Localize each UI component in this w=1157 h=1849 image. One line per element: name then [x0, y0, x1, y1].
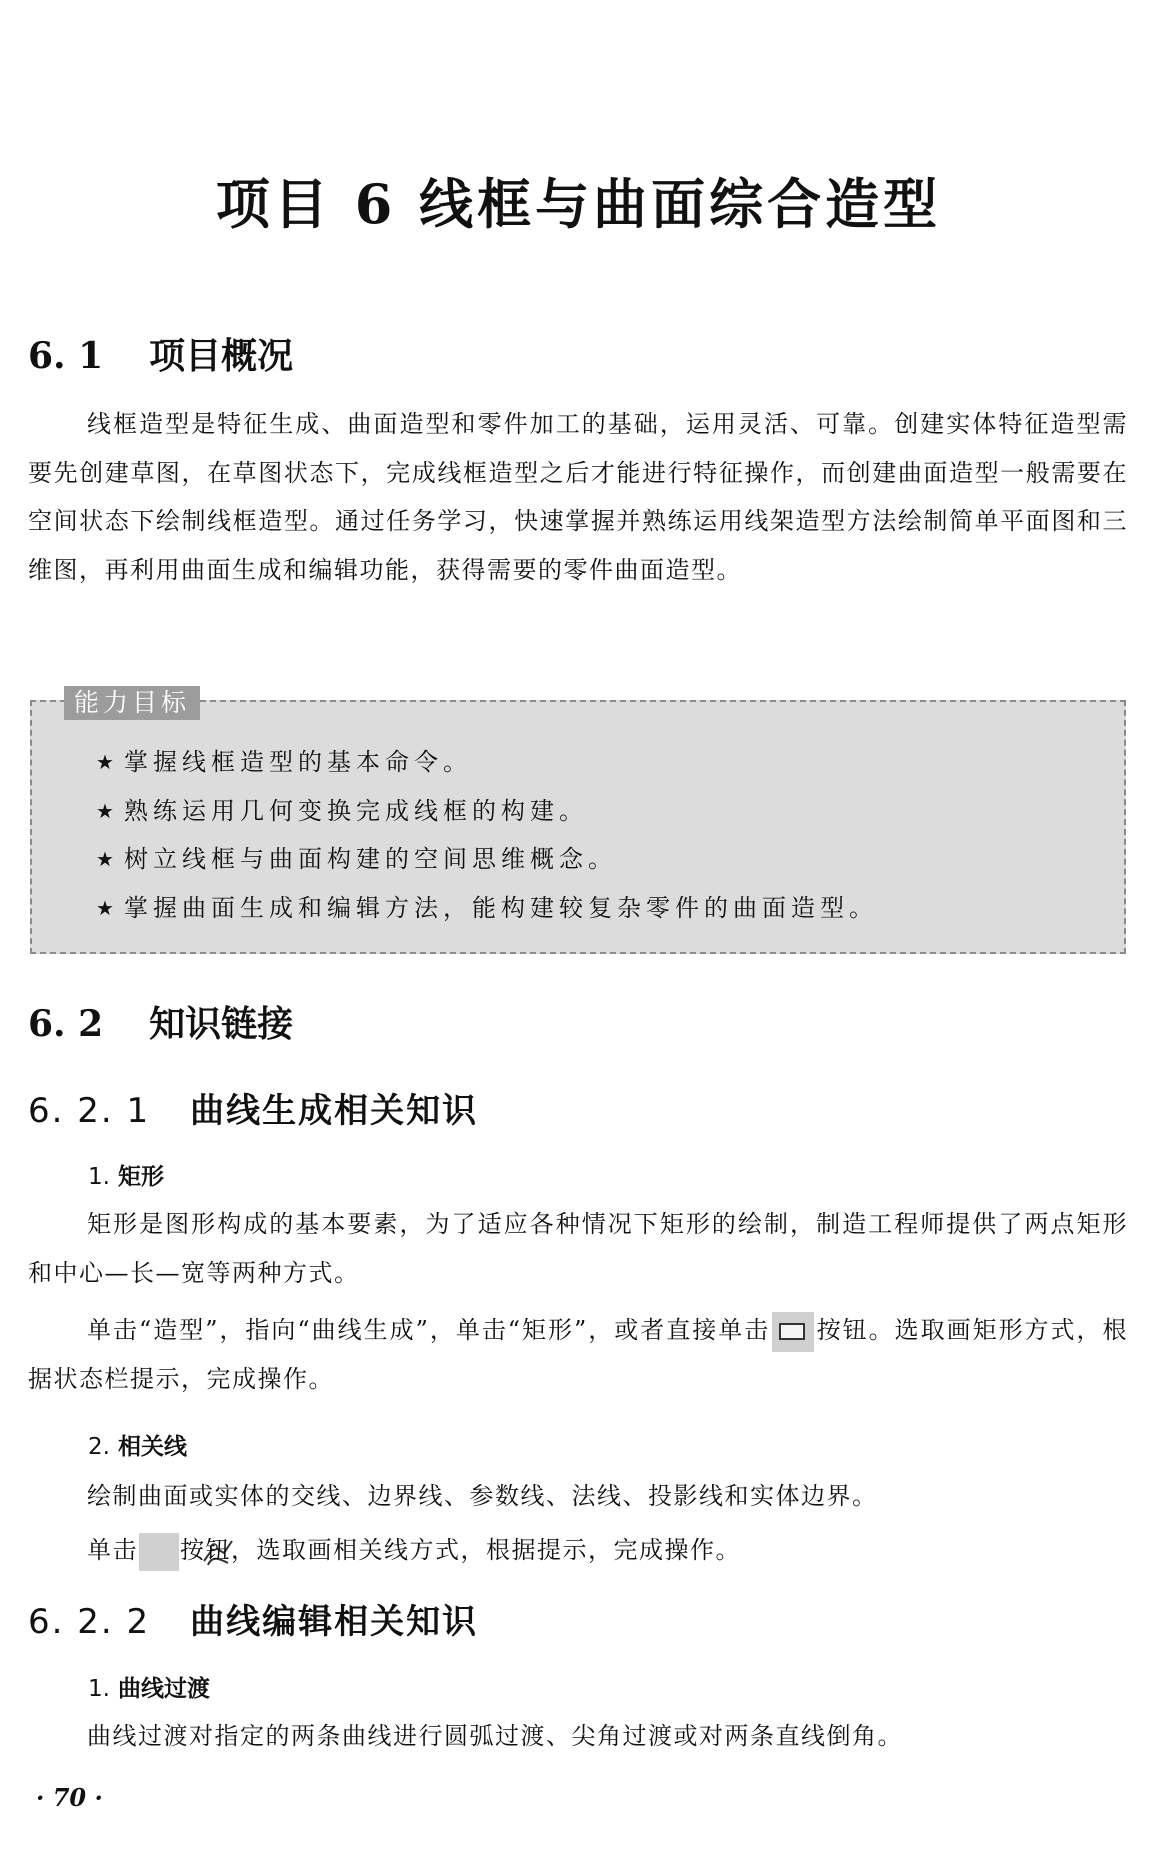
goal-item: ★ 熟练运用几何变换完成线框的构建。: [96, 787, 1096, 836]
goal-item: ★ 树立线框与曲面构建的空间思维概念。: [96, 835, 1096, 884]
rectangle-tool-icon: [772, 1312, 814, 1352]
star-icon: ★: [96, 847, 119, 871]
ability-goals-label: 能力目标: [64, 686, 200, 720]
goal-item: ★ 掌握曲面生成和编辑方法，能构建较复杂零件的曲面造型。: [96, 884, 1096, 933]
related-line-steps-paragraph: 单击 按钮，选取画相关线方式，根据提示，完成操作。: [28, 1526, 1128, 1575]
section-title: 项目概况: [149, 336, 294, 377]
section-number: 6. 2. 1: [28, 1091, 151, 1131]
curve-fillet-paragraph: 曲线过渡对指定的两条曲线进行圆弧过渡、尖角过渡或对两条直线倒角。: [87, 1722, 903, 1750]
section-title: 曲线编辑相关知识: [190, 1602, 479, 1642]
chapter-title: 项目 6 线框与曲面综合造型: [215, 172, 942, 236]
goal-item: ★ 掌握线框造型的基本命令。: [96, 738, 1096, 787]
curve-fillet-subheading: 1. 曲线过渡: [88, 1676, 210, 1702]
ability-goals-list: [96, 738, 1096, 932]
star-icon: ★: [96, 750, 119, 774]
overview-paragraph: 线框造型是特征生成、曲面造型和零件加工的基础，运用灵活、可靠。创建实体特征造型需要先创建草图，在草图状态下，完成线框造型之后才能进行特征操作，而创建曲面造型一般需要在空间状态下绘制线框造型。通过任务学习，快速掌握并熟练运用线架造型方法绘制简单平面图和三维图，再利用曲面生成和编辑功能，获得需要的零件曲面造型。: [28, 410, 1128, 584]
section-6-2-heading: [28, 996, 293, 1047]
rectangle-subheading: 1. 矩形: [88, 1164, 164, 1190]
section-title: 知识链接: [149, 1004, 294, 1045]
section-number: 6. 2. 2: [28, 1602, 151, 1642]
rectangle-paragraph: 矩形是图形构成的基本要素，为了适应各种情况下矩形的绘制，制造工程师提供了两点矩形和中心—长—宽等两种方式。: [28, 1210, 1128, 1287]
star-icon: ★: [96, 895, 119, 920]
section-6-2-2-heading: [28, 1594, 478, 1643]
section-number: 6. 2: [28, 1003, 104, 1045]
section-6-1-heading: [28, 328, 293, 379]
rectangle-steps-paragraph: 单击“造型”，指向“曲线生成”，单击“矩形”，或者直接单击 按钮。选取画矩形方式，根据状态栏提示，完成操作。: [28, 1306, 1128, 1403]
related-line-paragraph: 绘制曲面或实体的交线、边界线、参数线、法线、投影线和实体边界。: [87, 1482, 878, 1510]
section-6-2-1-heading: [28, 1083, 478, 1132]
page-number: · 70 ·: [36, 1783, 103, 1812]
star-icon: ★: [96, 798, 119, 823]
related-line-tool-icon: [139, 1533, 179, 1571]
section-title: 曲线生成相关知识: [190, 1091, 479, 1131]
section-number: 6. 1: [28, 335, 104, 377]
related-line-subheading: 2. 相关线: [88, 1434, 187, 1460]
